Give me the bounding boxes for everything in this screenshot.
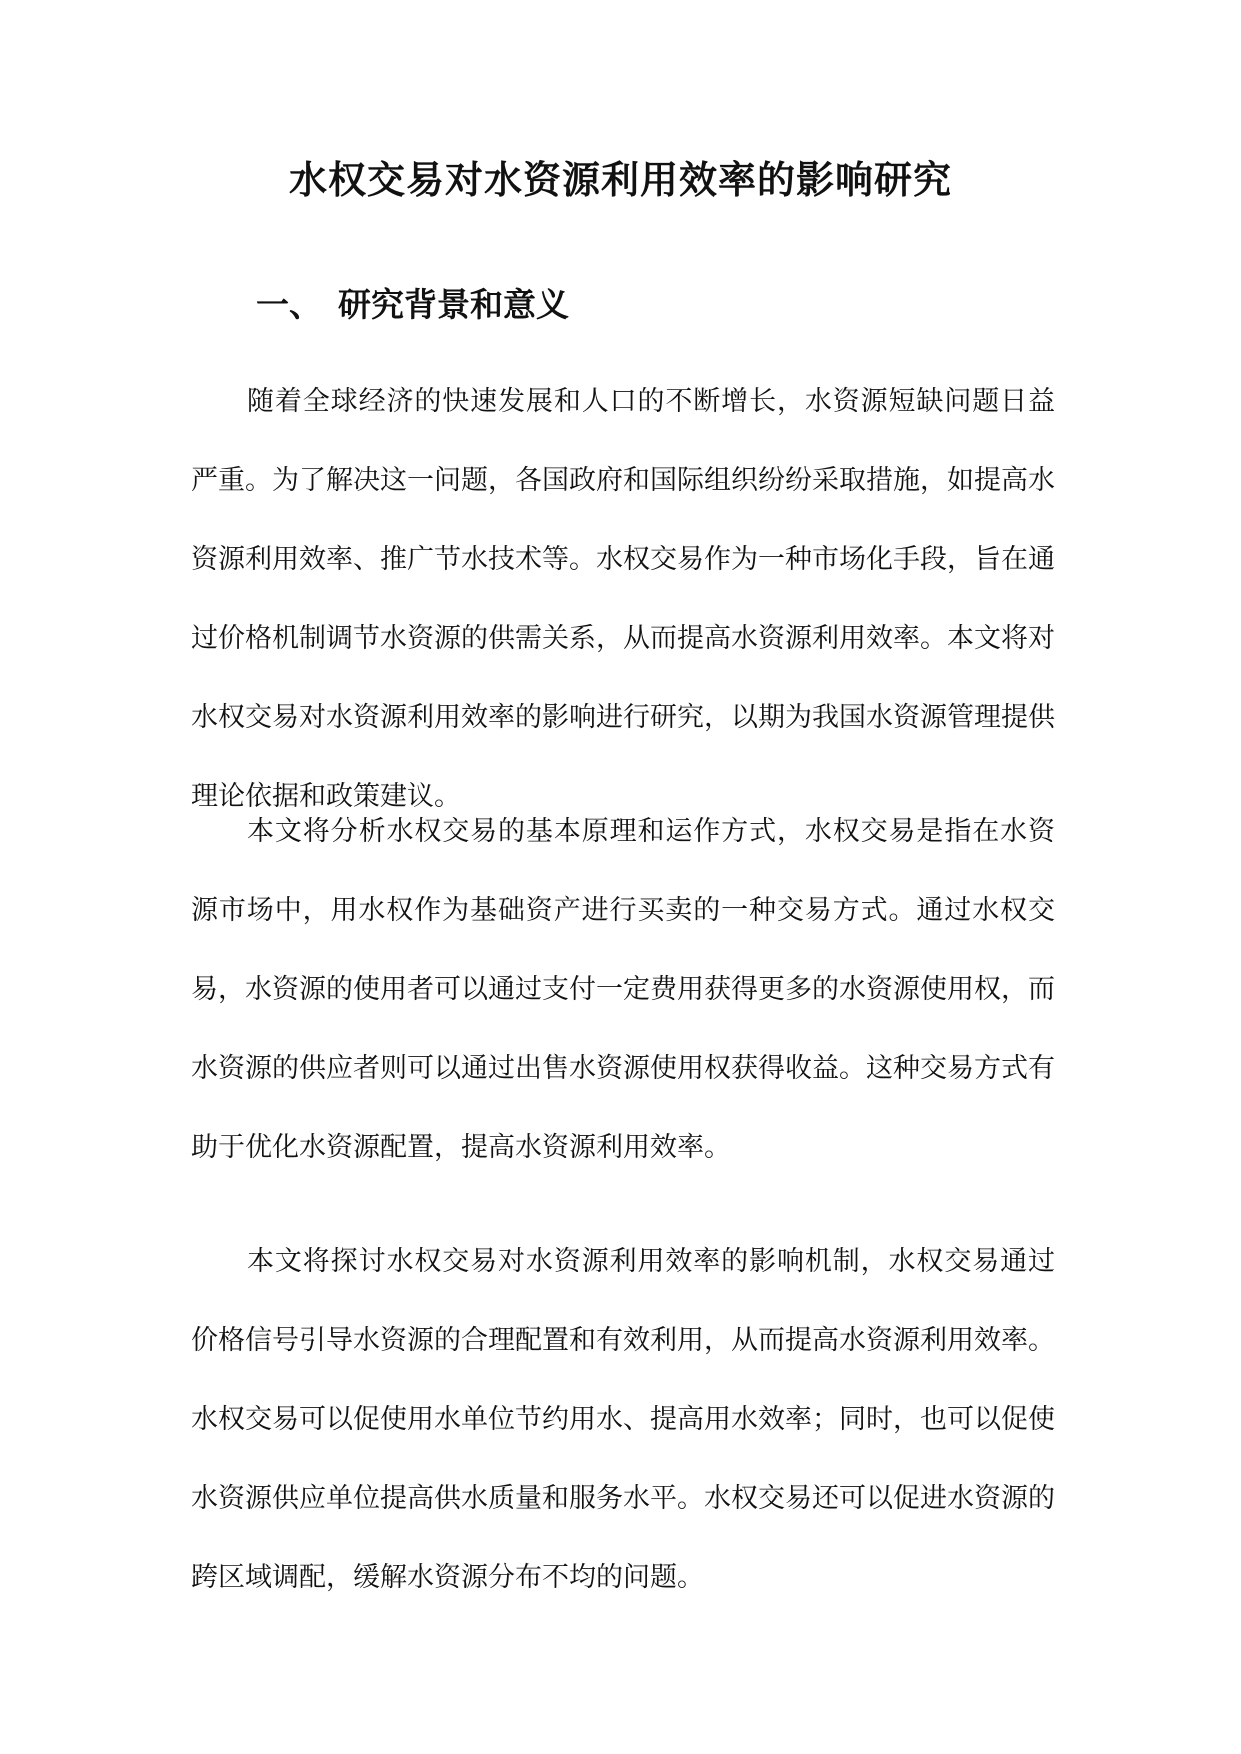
- section-number: 一、: [256, 285, 322, 324]
- document-title: 水权交易对水资源利用效率的影响研究: [288, 157, 952, 202]
- paragraph-2: 本文将分析水权交易的基本原理和运作方式，水权交易是指在水资源市场中，用水权作为基础资产进行买卖的一种交易方式。通过水权交易，水资源的使用者可以通过支付一定费用获得更多的水资源使用权，而水资源的供应者则可以通过出售水资源使用权获得收益。这种交易方式有助于优化水资源配置，提高水资源利用效率。: [191, 816, 1055, 1163]
- section-heading-text: 研究背景和意义: [338, 285, 569, 324]
- paragraph-1: 随着全球经济的快速发展和人口的不断增长，水资源短缺问题日益严重。为了解决这一问题，各国政府和国际组织纷纷采取措施，如提高水资源利用效率、推广节水技术等。水权交易作为一种市场化手段，旨在通过价格机制调节水资源的供需关系，从而提高水资源利用效率。本文将对水权交易对水资源利用效率的影响进行研究，以期为我国水资源管理提供理论依据和政策建议。: [191, 386, 1055, 812]
- paragraph-3: 本文将探讨水权交易对水资源利用效率的影响机制，水权交易通过价格信号引导水资源的合理配置和有效利用，从而提高水资源利用效率。水权交易可以促使用水单位节约用水、提高用水效率；同时，也可以促使水资源供应单位提高供水质量和服务水平。水权交易还可以促进水资源的跨区域调配，缓解水资源分布不均的问题。: [191, 1246, 1055, 1593]
- section-heading: [256, 280, 569, 330]
